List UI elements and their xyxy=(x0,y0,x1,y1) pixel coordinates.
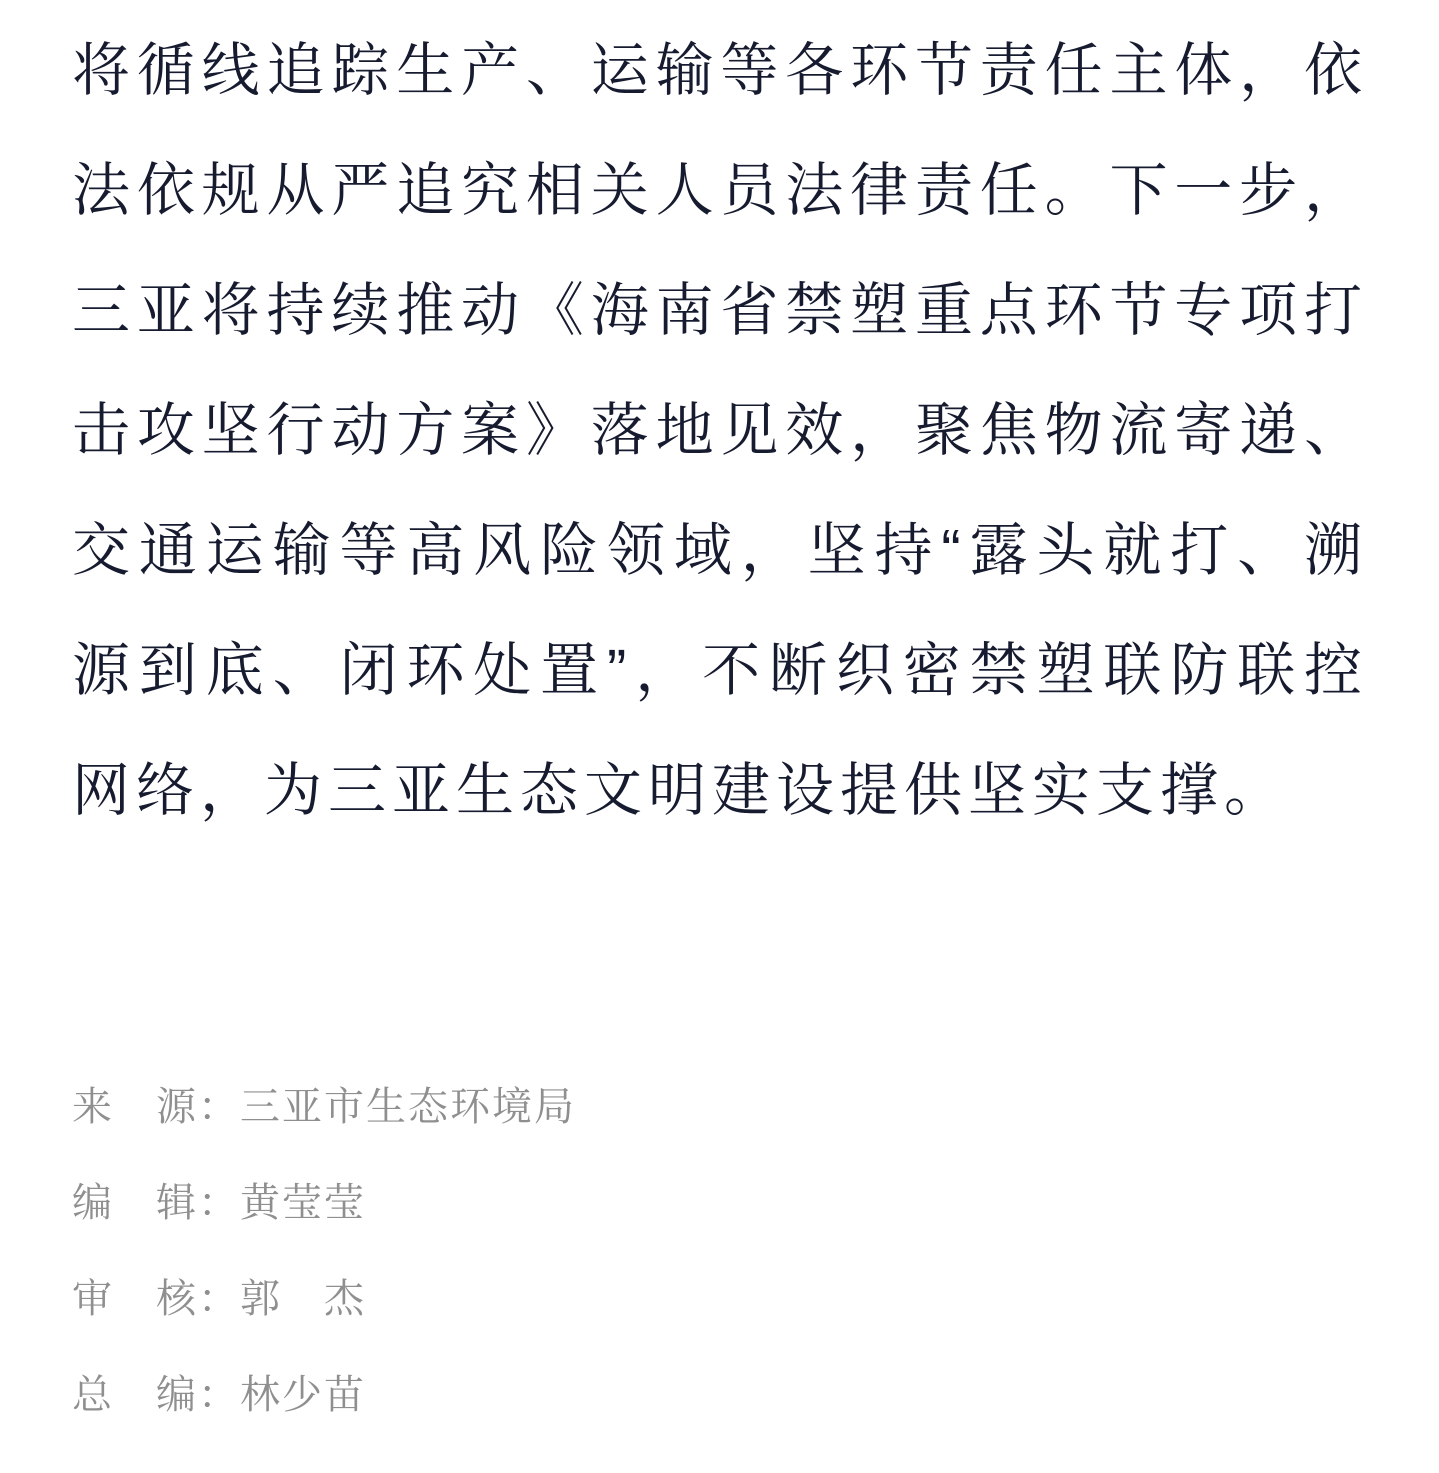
article-line: 将循线追踪生产、运输等各环节责任主体，依 xyxy=(72,38,1368,103)
credit-row-editor xyxy=(72,1155,1368,1251)
credit-value: 三亚市生态环境局 xyxy=(240,1085,576,1129)
credit-label: 总 编： xyxy=(72,1373,240,1417)
credit-row-source xyxy=(72,1059,1368,1155)
article-line: 三亚将持续推动《海南省禁塑重点环节专项打 xyxy=(72,278,1368,343)
credit-row-reviewer xyxy=(72,1251,1368,1347)
credit-label: 来 源： xyxy=(72,1085,240,1129)
article-body xyxy=(72,11,1368,851)
credit-label: 审 核： xyxy=(72,1277,240,1321)
credit-value: 林少苗 xyxy=(240,1373,366,1417)
credit-value: 郭 杰 xyxy=(240,1277,366,1321)
credit-value: 黄莹莹 xyxy=(240,1181,366,1225)
article-line: 交通运输等高风险领域，坚持“露头就打、溯 xyxy=(72,518,1368,583)
article-line: 源到底、闭环处置”，不断织密禁塑联防联控 xyxy=(72,638,1368,703)
credits-section xyxy=(72,1059,1368,1443)
credit-row-chief-editor xyxy=(72,1347,1368,1443)
article-line: 法依规从严追究相关人员法律责任。下一步， xyxy=(72,158,1368,223)
article-line: 网络，为三亚生态文明建设提供坚实支撑。 xyxy=(72,758,1289,823)
credit-label: 编 辑： xyxy=(72,1181,240,1225)
article-line: 击攻坚行动方案》落地见效，聚焦物流寄递、 xyxy=(72,398,1368,463)
